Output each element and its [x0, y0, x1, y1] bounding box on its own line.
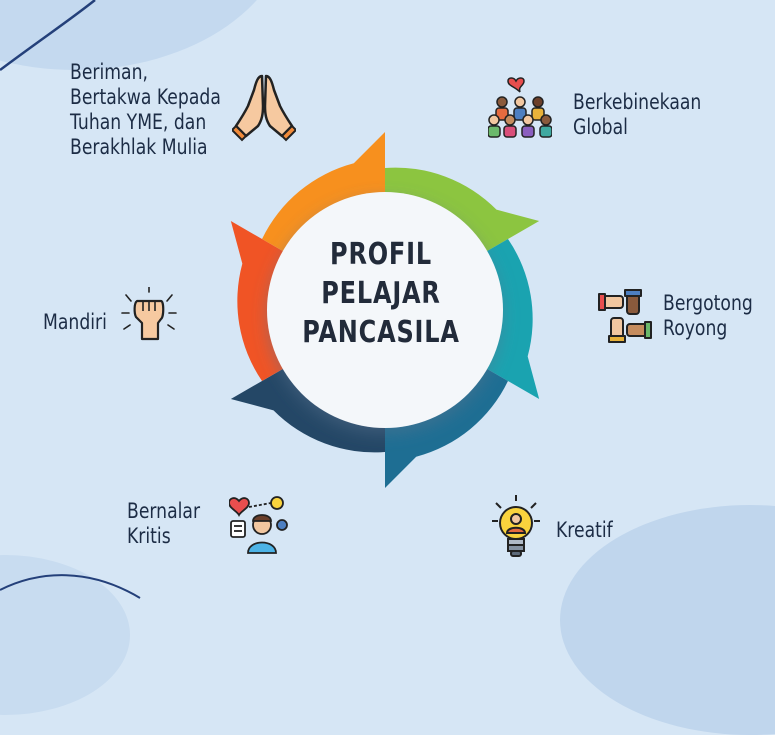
- label-kebinekaan-line-1: Berkebinekaan: [573, 90, 702, 114]
- label-gotong-line-1: Bergotong: [663, 291, 753, 315]
- label-gotong-line-2: Royong: [663, 316, 728, 340]
- label-kebinekaan: [573, 90, 701, 140]
- label-beriman: [70, 60, 221, 160]
- joined-hands-icon: [597, 288, 653, 344]
- label-kritis: [127, 499, 200, 549]
- label-beriman-line-2: Bertakwa Kepada: [70, 85, 221, 109]
- label-beriman-line-1: Beriman,: [70, 60, 148, 84]
- center-title: [292, 235, 470, 352]
- label-kebinekaan-line-2: Global: [573, 115, 628, 139]
- label-kritis-line-1: Bernalar: [127, 499, 201, 523]
- label-mandiri-line-1: Mandiri: [43, 310, 107, 334]
- diverse-people-icon: [488, 76, 552, 138]
- center-title-line-3: PANCASILA: [302, 315, 460, 350]
- center-title-line-2: PELAJAR: [321, 276, 441, 311]
- label-kreatif-line-1: Kreatif: [556, 518, 613, 542]
- praying-hands-icon: [232, 70, 296, 142]
- center-title-line-1: PROFIL: [330, 237, 432, 272]
- label-mandiri: [43, 310, 107, 335]
- label-beriman-line-4: Berakhlak Mulia: [70, 135, 208, 159]
- label-gotong-royong: [663, 291, 753, 341]
- label-beriman-line-3: Tuhan YME, dan: [70, 110, 207, 134]
- thinking-person-icon: [229, 495, 291, 555]
- label-kritis-line-2: Kritis: [127, 524, 171, 548]
- raised-fist-icon: [120, 287, 178, 345]
- label-kreatif: [556, 518, 613, 543]
- lightbulb-person-icon: [492, 495, 540, 557]
